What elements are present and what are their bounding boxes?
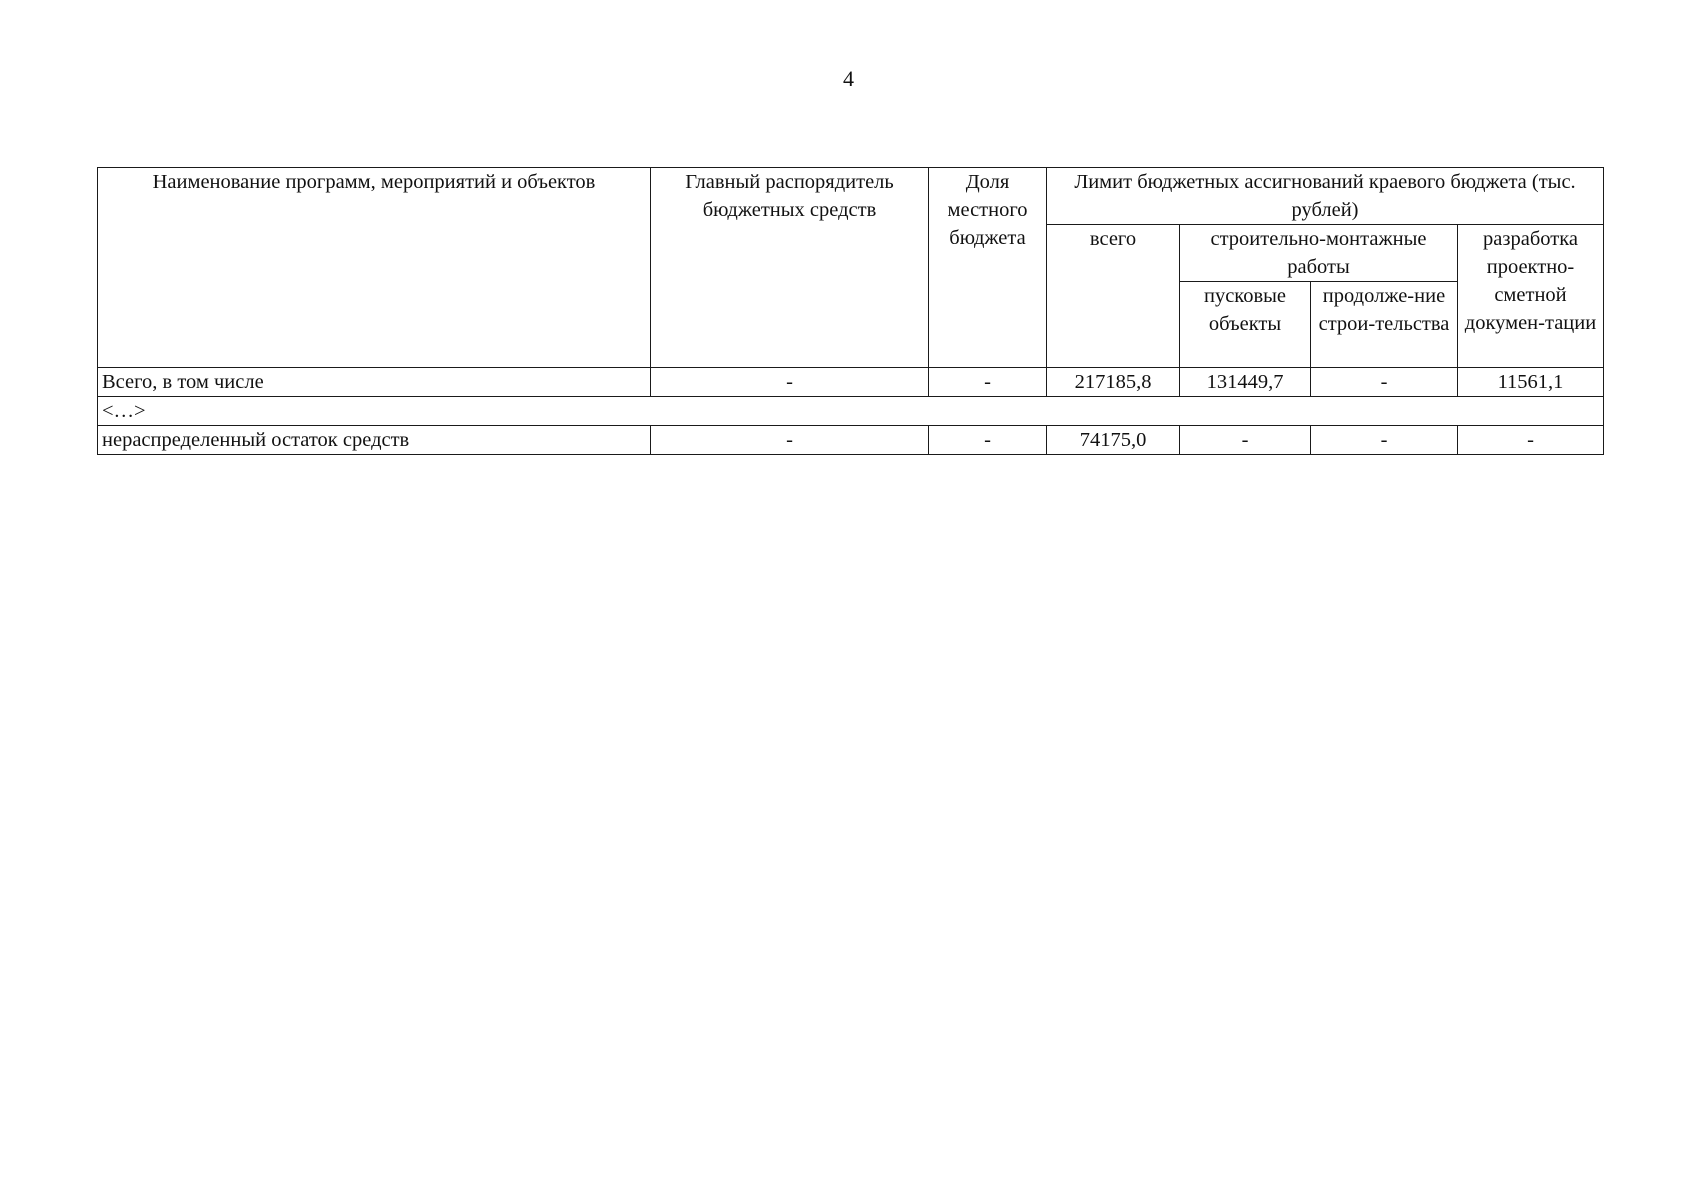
row-launch-objects: - <box>1180 426 1311 455</box>
budget-limits-table <box>97 167 1604 455</box>
table-row-ellipsis <box>98 397 1604 426</box>
row-name: нераспределенный остаток средств <box>98 426 651 455</box>
row-ellipsis: <…> <box>98 397 1604 426</box>
row-distributor: - <box>651 426 929 455</box>
header-name: Наименование программ, мероприятий и объектов <box>98 168 651 368</box>
header-distributor: Главный распорядитель бюджетных средств <box>651 168 929 368</box>
row-total: 217185,8 <box>1047 368 1180 397</box>
row-local-share: - <box>929 368 1047 397</box>
row-distributor: - <box>651 368 929 397</box>
row-total: 74175,0 <box>1047 426 1180 455</box>
header-total: всего <box>1047 225 1180 368</box>
row-design-docs: 11561,1 <box>1458 368 1604 397</box>
page-number: 4 <box>843 66 854 91</box>
header-launch-objects: пусковые объекты <box>1180 282 1311 368</box>
table-row <box>98 368 1604 397</box>
header-construction-group: строительно-монтажные работы <box>1180 225 1458 282</box>
row-launch-objects: 131449,7 <box>1180 368 1311 397</box>
header-continuing: продолже-ние строи-тельства <box>1311 282 1458 368</box>
row-name: Всего, в том числе <box>98 368 651 397</box>
header-local-share: Доля местного бюджета <box>929 168 1047 368</box>
row-design-docs: - <box>1458 426 1604 455</box>
header-limit-group: Лимит бюджетных ассигнований краевого бюджета (тыс. рублей) <box>1047 168 1604 225</box>
row-continuing: - <box>1311 368 1458 397</box>
header-design-docs: разработка проектно-сметной докумен-тации <box>1458 225 1604 368</box>
row-continuing: - <box>1311 426 1458 455</box>
row-local-share: - <box>929 426 1047 455</box>
table-row <box>98 426 1604 455</box>
